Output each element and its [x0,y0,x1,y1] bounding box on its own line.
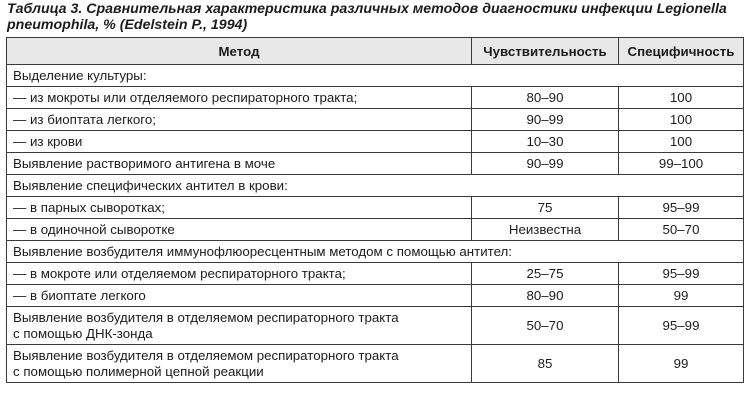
method-cell: — в мокроте или отделяемом респираторного тракта; [7,263,472,285]
specificity-cell: 50–70 [619,219,744,241]
specificity-cell: 95–99 [619,197,744,219]
specificity-cell: 100 [619,87,744,109]
header-specificity: Специфичность [619,38,744,65]
method-cell: — из биоптата легкого; [7,109,472,131]
caption-line-2: pneumophila, % (Edelstein P., 1994) [7,17,248,33]
method-line-1: Выявление возбудителя в отделяемом респираторного тракта [13,309,399,325]
specificity-cell: 99 [619,345,744,383]
method-cell [7,345,472,383]
method-line-1: Выявление возбудителя в отделяемом респираторного тракта [13,347,399,363]
sensitivity-cell: Неизвестна [472,219,619,241]
sensitivity-cell: 50–70 [472,307,619,345]
table-row [7,197,744,219]
method-cell: Выявление растворимого антигена в моче [7,153,472,175]
table-caption [7,1,743,33]
table-row [7,109,744,131]
table-row [7,87,744,109]
specificity-cell: 99 [619,285,744,307]
sensitivity-cell: 10–30 [472,131,619,153]
method-cell: — из крови [7,131,472,153]
method-cell: — в одиночной сыворотке [7,219,472,241]
group-label: Выделение культуры: [7,65,744,87]
sensitivity-cell: 90–99 [472,109,619,131]
specificity-cell: 100 [619,131,744,153]
table-row [7,219,744,241]
specificity-cell: 95–99 [619,263,744,285]
sensitivity-cell: 25–75 [472,263,619,285]
method-cell: — в парных сыворотках; [7,197,472,219]
table-row [7,263,744,285]
table-group-row [7,241,744,263]
group-label: Выявление возбудителя иммунофлюоресцентным методом с помощью антител: [7,241,744,263]
specificity-cell: 99–100 [619,153,744,175]
table-row [7,131,744,153]
table-row [7,285,744,307]
table-row [7,345,744,383]
method-cell [7,307,472,345]
sensitivity-cell: 80–90 [472,285,619,307]
sensitivity-cell: 80–90 [472,87,619,109]
caption-line-1: Таблица 3. Сравнительная характеристика различных методов диагностики инфекции Legionella [7,1,727,17]
specificity-cell: 95–99 [619,307,744,345]
diagnostics-table [6,37,744,383]
table-row [7,153,744,175]
table-group-row [7,65,744,87]
method-line-2: с помощью ДНК-зонда [13,325,153,341]
table-header-row [7,38,744,65]
method-cell: — из мокроты или отделяемого респираторного тракта; [7,87,472,109]
method-line-2: с помощью полимерной цепной реакции [13,363,264,379]
header-sensitivity: Чувствительность [472,38,619,65]
group-label: Выявление специфических антител в крови: [7,175,744,197]
table-row [7,307,744,345]
method-cell: — в биоптате легкого [7,285,472,307]
sensitivity-cell: 75 [472,197,619,219]
header-method: Метод [7,38,472,65]
table-body [7,65,744,383]
sensitivity-cell: 90–99 [472,153,619,175]
table-group-row [7,175,744,197]
sensitivity-cell: 85 [472,345,619,383]
specificity-cell: 100 [619,109,744,131]
